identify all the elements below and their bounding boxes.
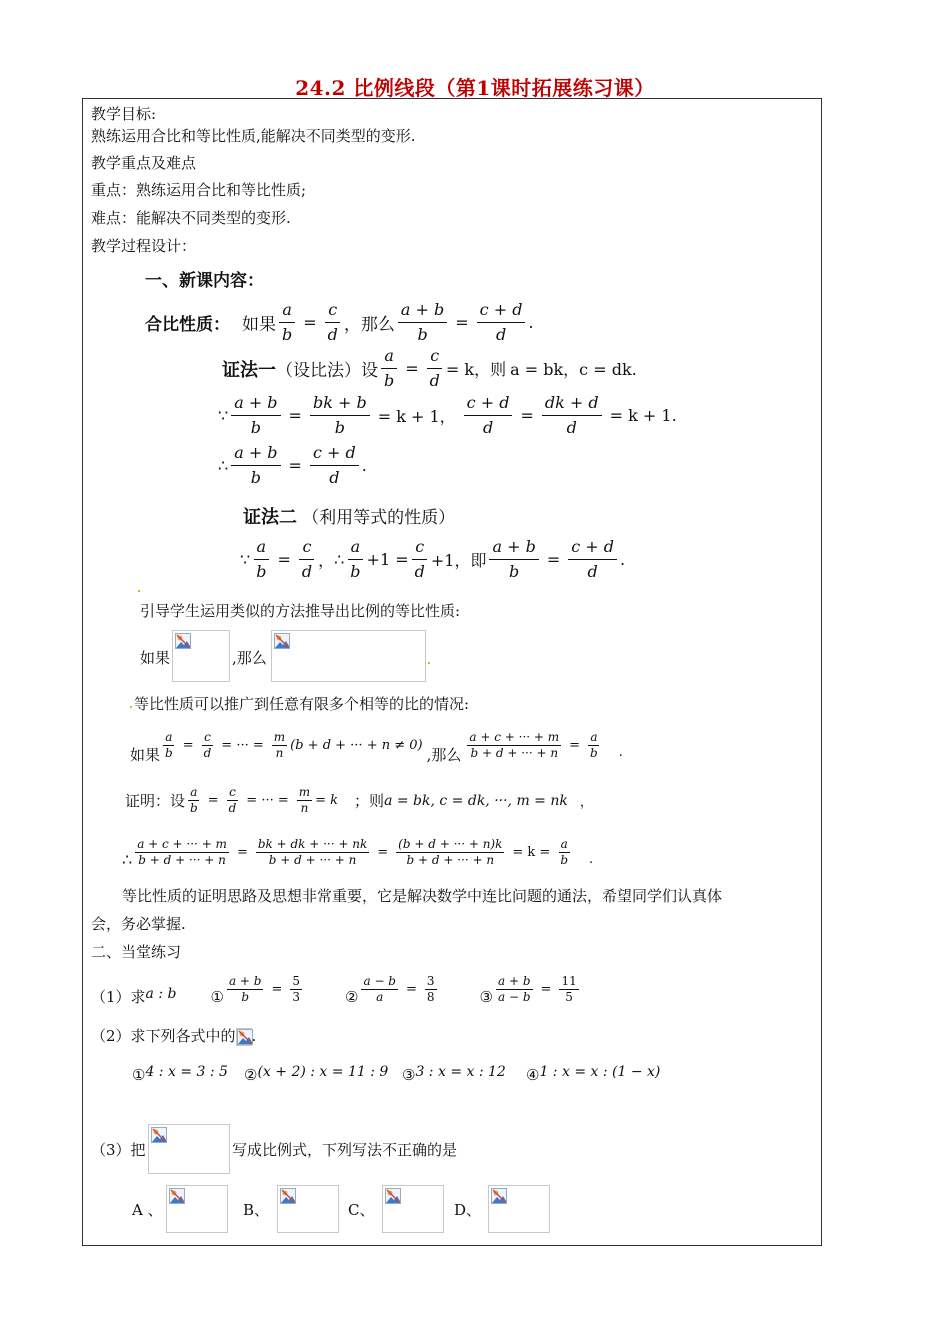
proportion-equation: 4 : x = 3 : 5 (145, 1064, 228, 1080)
goals-heading: 教学目标: (91, 105, 157, 123)
proportion-equation: (x + 2) : x = 11 : 9 (257, 1064, 389, 1080)
broken-image-icon (151, 1127, 167, 1143)
frac-a-b: $\frac{a}{b}$ (560, 837, 569, 867)
keypoints-difficulty: 难点：能解决不同类型的变形. (91, 209, 291, 227)
option-image-placeholder[interactable] (488, 1185, 550, 1233)
equals-sign: = (406, 982, 417, 997)
ratio-fraction: $\frac{a + b}{b}$ (228, 974, 262, 1004)
remark-line-2: 会，务必掌握. (91, 915, 186, 933)
frac-sum-ratio: $\frac{a + c + \cdot\cdot\cdot + m}{b + d + \cdot\cdot\cdot + n}$ (469, 730, 560, 760)
exercise-1-item (210, 974, 305, 1006)
option-label: A 、 (132, 1201, 163, 1219)
period: . (620, 550, 626, 569)
proof1-method: （设比法）设 (276, 361, 378, 381)
proof-label: 证明：设 (125, 792, 186, 810)
frac-apb-b: $\frac{a + b}{b}$ (489, 537, 538, 582)
period: . (589, 852, 594, 867)
general-statement: 如果 $\frac{a}{b}$ = $\frac{c}{d}$ = ··· = $\frac{m}{n}$ (b + d + ··· + n ≠ 0) ,那么 $\frac{a + c + \cdot\cdot\cdot + m}{b + d + \cdot\cdot\cdot + n}$ = $\frac{a}{b}$ . (130, 730, 623, 764)
item-number: ③ (402, 1066, 416, 1084)
equals-k-equals: = k = (512, 845, 551, 860)
proof2-step: ∵ $\frac{a}{b}$ = $\frac{c}{d}$ ， ∴ $\frac{a}{b}$ +1 = $\frac{c}{d}$ +1，即 $\frac{a + b}{b}$ = $\frac{c + d}{d}$ . (240, 537, 626, 581)
period: . (361, 456, 367, 475)
proof1-substitution: a = bk，c = dk. (510, 360, 637, 379)
combination-property: 合比性质： 如果 $\frac{a}{b}$ = $\frac{c}{d}$ ，那么 $\frac{a + b}{b}$ = $\frac{c + d}{d}$ . (145, 300, 534, 344)
option-label: C、 (348, 1201, 375, 1219)
frac-a-b: $\frac{a}{b}$ (381, 346, 397, 391)
exercise-2-item (132, 1066, 228, 1084)
frac-cpd-d: $\frac{c + d}{d}$ (464, 393, 513, 438)
broken-image-icon (491, 1188, 507, 1204)
proof-then: ；则 (354, 792, 385, 810)
value-fraction: $\frac{3}{8}$ (426, 974, 435, 1004)
proportion-equation: 1 : x = x : (1 − x) (539, 1064, 661, 1080)
section1-heading: 一、新课内容： (145, 271, 264, 291)
item-number: ① (210, 987, 224, 1006)
exercise-3-text: 写成比例式，下列写法不正确的是 (232, 1141, 458, 1159)
frac-cpd-d: $\frac{c + d}{d}$ (568, 537, 617, 582)
frac-sum-k-ratio: $\frac{bk + dk + \cdot\cdot\cdot + nk}{b + d + \cdot\cdot\cdot + n}$ (257, 837, 368, 867)
frac-apb-b: $\frac{a + b}{b}$ (398, 300, 447, 345)
frac-cpd-d: $\frac{c + d}{d}$ (477, 300, 526, 345)
proof1-line: 证法一 （设比法）设 $\frac{a}{b}$ = $\frac{c}{d}$ = k，则 a = bk，c = dk. (222, 346, 637, 390)
broken-image-icon (280, 1188, 296, 1204)
ratio-fraction: $\frac{a + b}{a - b}$ (498, 974, 531, 1004)
exercise-2-item (402, 1066, 506, 1084)
process-heading: 教学过程设计： (91, 237, 197, 255)
frac-dkpd-d: $\frac{dk + d}{d}$ (542, 393, 602, 438)
value-fraction: $\frac{5}{3}$ (292, 974, 301, 1004)
proof1-k: = k，则 (445, 360, 507, 379)
exercise-1-items (176, 974, 581, 1006)
exercise-2-end: . (251, 1027, 257, 1045)
proportion-equation: 3 : x = x : 12 (415, 1064, 506, 1080)
comma: ， (579, 795, 593, 810)
then-word: ,那么 (426, 746, 462, 764)
equals-sign: = (271, 982, 283, 997)
proof-chain: ∴ $\frac{a + c + \cdot\cdot\cdot + m}{b + d + \cdot\cdot\cdot + n}$ = $\frac{bk + dk + \cdot\cdot\cdot + nk}{b + d + \cdot\cdot\cdot + n}$ = $\frac{(b + d + \cdot\cdot\cdot + n)k}{b + d + \cdot\cdot\cdot + n}$ = k = $\frac{a}{b}$ . (122, 837, 594, 869)
therefore-symbol: ∴ (218, 456, 229, 475)
plus-one-then: +1，即 (430, 551, 487, 570)
then-word: ，那么 (343, 315, 395, 335)
nonzero-condition: (b + d + ··· + n ≠ 0) (290, 738, 423, 753)
guide-if: 如果 (140, 649, 171, 667)
combination-property-label: 合比性质： (145, 315, 230, 335)
because-symbol: ∵ (218, 406, 229, 425)
frac-m-n: $\frac{m}{n}$ (273, 730, 286, 760)
proof-setup: 证明：设 $\frac{a}{b}$ = $\frac{c}{d}$ = ··· = $\frac{m}{n}$ = k ；则 a = bk, c = dk, ···, m = nk ， (125, 785, 593, 815)
frac-a-b: $\frac{a}{b}$ (347, 537, 363, 582)
broken-image-icon (169, 1188, 185, 1204)
guide-text: 引导学生运用类似的方法推导出比例的等比性质: (140, 602, 461, 620)
item-number: ② (345, 987, 359, 1006)
proof1-step: ∵ $\frac{a + b}{b}$ = $\frac{bk + b}{b}$ = k + 1， $\frac{c + d}{d}$ = $\frac{dk + d}{d}$ = k + 1. (218, 393, 677, 437)
anchor-mark (138, 590, 140, 592)
frac-a-b: $\frac{a}{b}$ (279, 300, 295, 345)
frac-c-d: $\frac{c}{d}$ (325, 300, 341, 345)
exercise-3-label: （3）把 (91, 1141, 146, 1159)
proof-values: a = bk, c = dk, ···, m = nk (384, 792, 568, 809)
broken-image-icon (237, 1029, 253, 1045)
anchor-mark (130, 706, 132, 708)
proof1-label: 证法一 (222, 359, 276, 381)
frac-m-n: $\frac{m}{n}$ (298, 785, 311, 815)
therefore-symbol: ∴ (334, 550, 345, 569)
k-plus-one: = k + 1， (377, 407, 456, 426)
frac-factored-ratio: $\frac{(b + d + \cdot\cdot\cdot + n)k}{b + d + \cdot\cdot\cdot + n}$ (398, 837, 503, 867)
if-word: 如果 (242, 315, 276, 335)
missing-image-placeholder (236, 1028, 252, 1046)
ratio-fraction: $\frac{a - b}{a}$ (363, 974, 396, 1004)
broken-image-icon (274, 633, 290, 649)
item-number: ① (132, 1066, 146, 1084)
guide-then: ,那么 (232, 649, 267, 667)
equals-sign: = (540, 982, 552, 997)
because-symbol: ∵ (240, 550, 251, 569)
frac-cpd-d: $\frac{c + d}{d}$ (310, 443, 359, 488)
option-label: D、 (454, 1201, 482, 1219)
period: . (618, 745, 623, 760)
document-title: 24.2 比例线段（第1课时拓展练习课） (295, 76, 655, 100)
exercise-1-item (345, 974, 440, 1006)
proof1-conclusion: ∴ $\frac{a + b}{b}$ = $\frac{c + d}{d}$ . (218, 443, 367, 487)
frac-c-d: $\frac{c}{d}$ (228, 785, 237, 815)
goals-text: 熟练运用合比和等比性质,能解决不同类型的变形. (91, 127, 416, 145)
item-number: ② (244, 1066, 258, 1084)
therefore-symbol: ∴ (122, 850, 133, 869)
item-number: ④ (526, 1066, 540, 1084)
frac-bkpb-b: $\frac{bk + b}{b}$ (310, 393, 370, 438)
if-word: 如果 (130, 746, 161, 764)
keypoints-focus: 重点：熟练运用合比和等比性质; (91, 181, 307, 199)
proof2-method: （利用等式的性质） (302, 508, 456, 528)
frac-sum-ratio: $\frac{a + c + \cdot\cdot\cdot + m}{b + d + \cdot\cdot\cdot + n}$ (137, 837, 227, 867)
frac-a-b: $\frac{a}{b}$ (165, 730, 173, 760)
frac-c-d: $\frac{c}{d}$ (203, 730, 212, 760)
frac-apb-b: $\frac{a + b}{b}$ (231, 443, 280, 488)
broken-image-icon (385, 1188, 401, 1204)
anchor-mark (428, 662, 430, 664)
exercise-2 (91, 1026, 256, 1046)
exercise-1-target: a : b (145, 985, 177, 1002)
section2-heading: 二、当堂练习 (91, 943, 182, 961)
keypoints-heading: 教学重点及难点 (91, 154, 197, 172)
period: . (528, 313, 534, 332)
general-text: 等比性质可以推广到任意有限多个相等的比的情况: (134, 695, 470, 713)
missing-image-placeholder (271, 630, 426, 682)
option-image-placeholder[interactable] (382, 1185, 444, 1233)
comma: ， (318, 551, 335, 570)
equals-k: = k (315, 793, 339, 808)
exercise-1 (91, 972, 582, 1007)
frac-a-b: $\frac{a}{b}$ (253, 537, 269, 582)
plus-one: +1 = (366, 550, 409, 569)
frac-c-d: $\frac{c}{d}$ (299, 537, 315, 582)
exercise-2-item (526, 1066, 660, 1084)
broken-image-icon (175, 633, 191, 649)
value-fraction: $\frac{11}{5}$ (561, 974, 577, 1004)
exercise-1-item (480, 974, 582, 1006)
exercise-1-label: （1）求 (91, 988, 146, 1006)
frac-a-b: $\frac{a}{b}$ (190, 785, 198, 815)
missing-image-placeholder (148, 1124, 230, 1174)
proof2-line (243, 503, 455, 529)
frac-c-d: $\frac{c}{d}$ (412, 537, 428, 582)
remark-line-1: 等比性质的证明思路及思想非常重要，它是解决数学中连比问题的通法，希望同学们认真体 (122, 887, 723, 905)
item-number: ③ (479, 987, 493, 1006)
exercise-2-label: （2）求下列各式中的 (91, 1027, 236, 1045)
frac-apb-b: $\frac{a + b}{b}$ (231, 393, 280, 438)
option-image-placeholder[interactable] (166, 1185, 228, 1233)
option-label: B、 (243, 1201, 270, 1219)
frac-c-d: $\frac{c}{d}$ (427, 346, 443, 391)
frac-a-b: $\frac{a}{b}$ (590, 730, 598, 760)
k-plus-one-end: = k + 1. (609, 406, 677, 425)
missing-image-placeholder (172, 630, 230, 682)
option-image-placeholder[interactable] (277, 1185, 339, 1233)
proof2-label: 证法二 (243, 507, 297, 528)
exercise-2-item (244, 1066, 388, 1084)
